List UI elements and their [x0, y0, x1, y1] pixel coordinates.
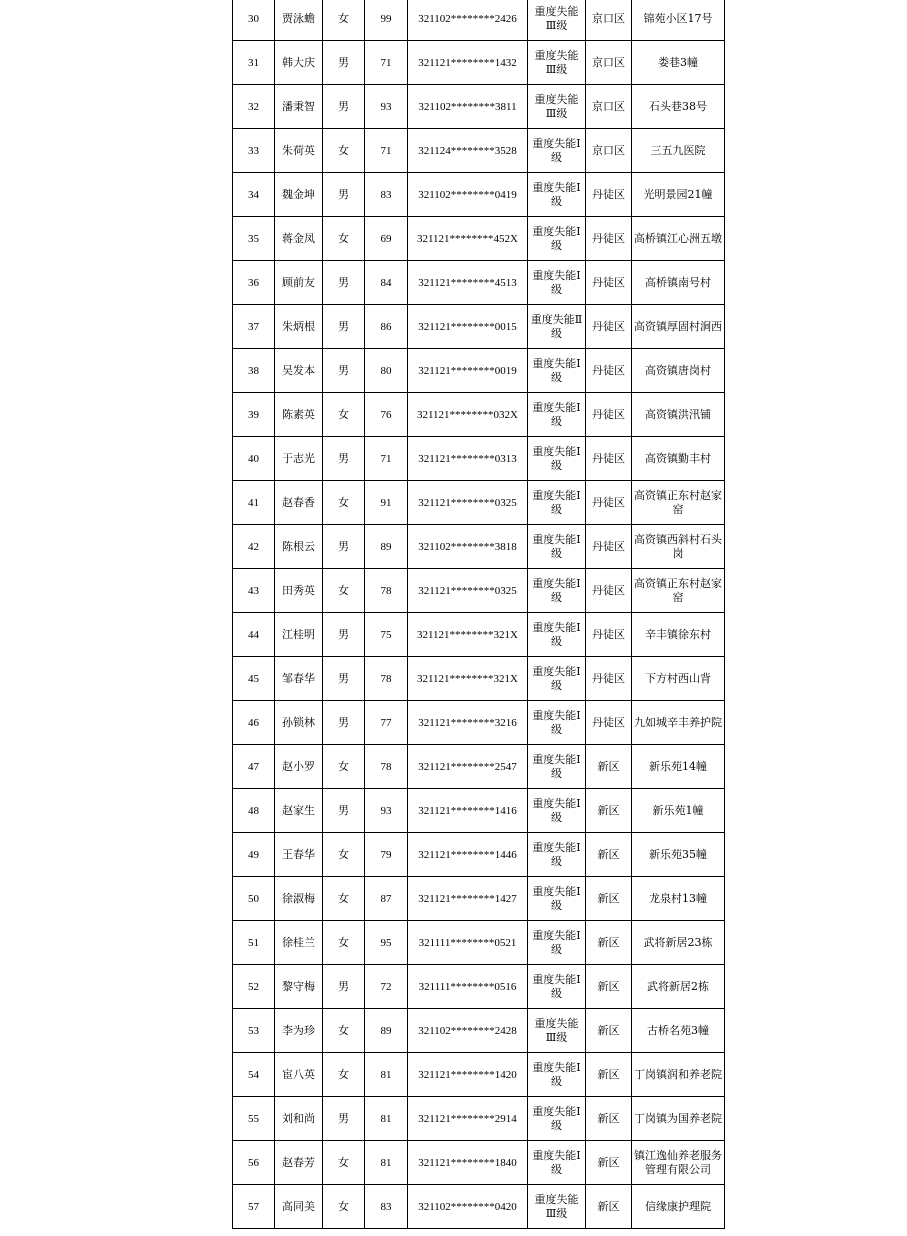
cell-age: 93: [365, 789, 408, 833]
cell-disability-level: 重度失能Ⅰ级: [528, 349, 586, 393]
cell-district: 新区: [586, 833, 632, 877]
table-row: [233, 701, 725, 745]
cell-address: 娄巷3幢: [632, 41, 725, 85]
cell-age: 81: [365, 1097, 408, 1141]
record-table-body: [233, 0, 725, 1229]
table-row: [233, 1141, 725, 1185]
cell-name: 宦八英: [275, 1053, 323, 1097]
cell-gender: 男: [323, 1097, 365, 1141]
cell-district: 京口区: [586, 85, 632, 129]
table-row: [233, 1097, 725, 1141]
cell-disability-level: 重度失能Ⅰ级: [528, 525, 586, 569]
cell-address: 高资镇唐岗村: [632, 349, 725, 393]
cell-id-number: 321121********032X: [408, 393, 528, 437]
cell-id-number: 321102********2428: [408, 1009, 528, 1053]
cell-id-number: 321121********452X: [408, 217, 528, 261]
cell-district: 新区: [586, 921, 632, 965]
cell-serial-number: 48: [233, 789, 275, 833]
cell-id-number: 321121********1420: [408, 1053, 528, 1097]
cell-name: 贾泳蟾: [275, 0, 323, 41]
cell-id-number: 321102********3811: [408, 85, 528, 129]
cell-district: 新区: [586, 789, 632, 833]
cell-serial-number: 40: [233, 437, 275, 481]
cell-name: 徐桂兰: [275, 921, 323, 965]
cell-district: 新区: [586, 1141, 632, 1185]
cell-gender: 女: [323, 129, 365, 173]
cell-name: 朱炳根: [275, 305, 323, 349]
cell-age: 89: [365, 525, 408, 569]
cell-disability-level: 重度失能Ⅰ级: [528, 613, 586, 657]
cell-gender: 男: [323, 789, 365, 833]
cell-address: 高资镇西斜村石头岗: [632, 525, 725, 569]
cell-id-number: 321102********3818: [408, 525, 528, 569]
table-row: [233, 877, 725, 921]
table-row: [233, 41, 725, 85]
cell-id-number: 321124********3528: [408, 129, 528, 173]
record-table-container: [232, 0, 725, 1229]
cell-age: 76: [365, 393, 408, 437]
cell-serial-number: 44: [233, 613, 275, 657]
cell-disability-level: 重度失能Ⅰ级: [528, 393, 586, 437]
cell-district: 新区: [586, 877, 632, 921]
cell-district: 丹徒区: [586, 525, 632, 569]
cell-serial-number: 47: [233, 745, 275, 789]
cell-serial-number: 37: [233, 305, 275, 349]
cell-age: 99: [365, 0, 408, 41]
cell-age: 81: [365, 1053, 408, 1097]
cell-disability-level: 重度失能Ⅰ级: [528, 217, 586, 261]
cell-serial-number: 34: [233, 173, 275, 217]
cell-age: 91: [365, 481, 408, 525]
cell-name: 吴发本: [275, 349, 323, 393]
cell-id-number: 321102********0419: [408, 173, 528, 217]
cell-gender: 女: [323, 1185, 365, 1229]
cell-age: 84: [365, 261, 408, 305]
cell-serial-number: 50: [233, 877, 275, 921]
cell-serial-number: 49: [233, 833, 275, 877]
cell-age: 86: [365, 305, 408, 349]
cell-gender: 女: [323, 833, 365, 877]
cell-age: 78: [365, 569, 408, 613]
cell-serial-number: 56: [233, 1141, 275, 1185]
cell-gender: 男: [323, 85, 365, 129]
cell-address: 信缘康护理院: [632, 1185, 725, 1229]
cell-id-number: 321121********321X: [408, 613, 528, 657]
cell-disability-level: 重度失能Ⅲ级: [528, 1009, 586, 1053]
cell-serial-number: 30: [233, 0, 275, 41]
cell-district: 新区: [586, 1185, 632, 1229]
cell-name: 赵家生: [275, 789, 323, 833]
cell-age: 79: [365, 833, 408, 877]
cell-district: 丹徒区: [586, 481, 632, 525]
cell-gender: 女: [323, 921, 365, 965]
cell-address: 石头巷38号: [632, 85, 725, 129]
cell-id-number: 321121********0019: [408, 349, 528, 393]
cell-name: 于志光: [275, 437, 323, 481]
cell-address: 高资镇洪汛铺: [632, 393, 725, 437]
cell-gender: 女: [323, 1141, 365, 1185]
cell-id-number: 321121********0325: [408, 481, 528, 525]
cell-age: 89: [365, 1009, 408, 1053]
cell-serial-number: 45: [233, 657, 275, 701]
cell-address: 镇江逸仙养老服务管理有限公司: [632, 1141, 725, 1185]
cell-district: 丹徒区: [586, 349, 632, 393]
cell-name: 蒋金凤: [275, 217, 323, 261]
cell-address: 古桥名苑3幢: [632, 1009, 725, 1053]
cell-district: 丹徒区: [586, 437, 632, 481]
cell-age: 87: [365, 877, 408, 921]
cell-address: 高资镇厚固村涧西: [632, 305, 725, 349]
cell-district: 丹徒区: [586, 217, 632, 261]
table-row: [233, 305, 725, 349]
table-row: [233, 481, 725, 525]
cell-id-number: 321111********0521: [408, 921, 528, 965]
table-row: [233, 833, 725, 877]
cell-gender: 男: [323, 613, 365, 657]
cell-gender: 女: [323, 0, 365, 41]
cell-district: 丹徒区: [586, 657, 632, 701]
cell-age: 78: [365, 657, 408, 701]
cell-address: 武将新居23栋: [632, 921, 725, 965]
cell-age: 71: [365, 437, 408, 481]
cell-age: 83: [365, 1185, 408, 1229]
cell-gender: 男: [323, 349, 365, 393]
cell-age: 71: [365, 41, 408, 85]
cell-name: 朱荷英: [275, 129, 323, 173]
cell-name: 潘秉智: [275, 85, 323, 129]
cell-disability-level: 重度失能Ⅱ级: [528, 305, 586, 349]
cell-disability-level: 重度失能Ⅰ级: [528, 833, 586, 877]
cell-name: 魏金坤: [275, 173, 323, 217]
cell-name: 高同美: [275, 1185, 323, 1229]
cell-disability-level: 重度失能Ⅰ级: [528, 173, 586, 217]
cell-id-number: 321121********1840: [408, 1141, 528, 1185]
cell-district: 丹徒区: [586, 569, 632, 613]
table-row: [233, 1009, 725, 1053]
cell-disability-level: 重度失能Ⅰ级: [528, 657, 586, 701]
cell-serial-number: 39: [233, 393, 275, 437]
cell-age: 81: [365, 1141, 408, 1185]
cell-age: 83: [365, 173, 408, 217]
table-row: [233, 921, 725, 965]
cell-address: 新乐苑1幢: [632, 789, 725, 833]
cell-age: 72: [365, 965, 408, 1009]
cell-name: 徐淑梅: [275, 877, 323, 921]
cell-disability-level: 重度失能Ⅰ级: [528, 965, 586, 1009]
cell-address: 高桥镇江心洲五墩: [632, 217, 725, 261]
table-row: [233, 1053, 725, 1097]
cell-name: 江桂明: [275, 613, 323, 657]
cell-district: 丹徒区: [586, 261, 632, 305]
cell-name: 邹春华: [275, 657, 323, 701]
cell-address: 武将新居2栋: [632, 965, 725, 1009]
cell-age: 71: [365, 129, 408, 173]
cell-id-number: 321121********1432: [408, 41, 528, 85]
cell-disability-level: 重度失能Ⅲ级: [528, 41, 586, 85]
cell-address: 光明景园21幢: [632, 173, 725, 217]
cell-gender: 女: [323, 1009, 365, 1053]
cell-district: 新区: [586, 1097, 632, 1141]
cell-id-number: 321111********0516: [408, 965, 528, 1009]
table-row: [233, 613, 725, 657]
cell-id-number: 321121********321X: [408, 657, 528, 701]
cell-address: 下方村西山背: [632, 657, 725, 701]
cell-disability-level: 重度失能Ⅲ级: [528, 85, 586, 129]
table-row: [233, 173, 725, 217]
cell-id-number: 321102********0420: [408, 1185, 528, 1229]
cell-address: 高资镇正东村赵家窑: [632, 481, 725, 525]
cell-gender: 女: [323, 393, 365, 437]
cell-district: 京口区: [586, 41, 632, 85]
cell-district: 新区: [586, 1009, 632, 1053]
cell-gender: 女: [323, 1053, 365, 1097]
cell-disability-level: 重度失能Ⅰ级: [528, 1053, 586, 1097]
cell-age: 95: [365, 921, 408, 965]
cell-age: 75: [365, 613, 408, 657]
cell-address: 新乐苑14幢: [632, 745, 725, 789]
cell-serial-number: 41: [233, 481, 275, 525]
cell-address: 九如城辛丰养护院: [632, 701, 725, 745]
table-row: [233, 349, 725, 393]
cell-serial-number: 51: [233, 921, 275, 965]
cell-gender: 男: [323, 525, 365, 569]
table-row: [233, 789, 725, 833]
cell-disability-level: 重度失能Ⅰ级: [528, 745, 586, 789]
cell-serial-number: 33: [233, 129, 275, 173]
cell-name: 韩大庆: [275, 41, 323, 85]
table-row: [233, 657, 725, 701]
cell-disability-level: 重度失能Ⅰ级: [528, 1141, 586, 1185]
cell-district: 丹徒区: [586, 701, 632, 745]
table-row: [233, 965, 725, 1009]
cell-serial-number: 32: [233, 85, 275, 129]
cell-age: 69: [365, 217, 408, 261]
cell-district: 丹徒区: [586, 613, 632, 657]
cell-disability-level: 重度失能Ⅰ级: [528, 129, 586, 173]
cell-district: 丹徒区: [586, 305, 632, 349]
cell-disability-level: 重度失能Ⅰ级: [528, 437, 586, 481]
cell-age: 77: [365, 701, 408, 745]
cell-name: 赵春芳: [275, 1141, 323, 1185]
cell-address: 锦苑小区17号: [632, 0, 725, 41]
cell-name: 陈根云: [275, 525, 323, 569]
table-row: [233, 85, 725, 129]
cell-name: 李为珍: [275, 1009, 323, 1053]
cell-age: 80: [365, 349, 408, 393]
cell-name: 黎守梅: [275, 965, 323, 1009]
cell-address: 高桥镇南号村: [632, 261, 725, 305]
cell-id-number: 321121********2547: [408, 745, 528, 789]
cell-serial-number: 46: [233, 701, 275, 745]
cell-district: 京口区: [586, 0, 632, 41]
cell-serial-number: 43: [233, 569, 275, 613]
cell-district: 京口区: [586, 129, 632, 173]
cell-serial-number: 42: [233, 525, 275, 569]
cell-address: 龙泉村13幢: [632, 877, 725, 921]
cell-id-number: 321102********2426: [408, 0, 528, 41]
cell-id-number: 321121********1416: [408, 789, 528, 833]
cell-id-number: 321121********0015: [408, 305, 528, 349]
cell-disability-level: 重度失能Ⅲ级: [528, 0, 586, 41]
cell-address: 高资镇正东村赵家窑: [632, 569, 725, 613]
cell-age: 93: [365, 85, 408, 129]
cell-serial-number: 36: [233, 261, 275, 305]
cell-age: 78: [365, 745, 408, 789]
cell-serial-number: 55: [233, 1097, 275, 1141]
cell-disability-level: 重度失能Ⅰ级: [528, 481, 586, 525]
cell-name: 田秀英: [275, 569, 323, 613]
table-row: [233, 569, 725, 613]
cell-gender: 男: [323, 437, 365, 481]
table-row: [233, 525, 725, 569]
cell-gender: 男: [323, 261, 365, 305]
cell-name: 顾前友: [275, 261, 323, 305]
cell-serial-number: 35: [233, 217, 275, 261]
cell-id-number: 321121********1446: [408, 833, 528, 877]
cell-disability-level: 重度失能Ⅰ级: [528, 877, 586, 921]
cell-address: 丁岗镇润和养老院: [632, 1053, 725, 1097]
cell-serial-number: 52: [233, 965, 275, 1009]
record-table: [232, 0, 725, 1229]
table-row: [233, 745, 725, 789]
cell-district: 新区: [586, 965, 632, 1009]
table-row: [233, 1185, 725, 1229]
cell-serial-number: 57: [233, 1185, 275, 1229]
table-row: [233, 393, 725, 437]
cell-id-number: 321121********4513: [408, 261, 528, 305]
table-row: [233, 261, 725, 305]
cell-name: 陈素英: [275, 393, 323, 437]
cell-name: 孙锁林: [275, 701, 323, 745]
cell-disability-level: 重度失能Ⅰ级: [528, 569, 586, 613]
cell-address: 三五九医院: [632, 129, 725, 173]
table-row: [233, 0, 725, 41]
cell-name: 赵春香: [275, 481, 323, 525]
cell-serial-number: 54: [233, 1053, 275, 1097]
cell-name: 赵小罗: [275, 745, 323, 789]
cell-district: 丹徒区: [586, 393, 632, 437]
cell-serial-number: 31: [233, 41, 275, 85]
cell-address: 新乐苑35幢: [632, 833, 725, 877]
cell-gender: 女: [323, 877, 365, 921]
table-row: [233, 129, 725, 173]
cell-disability-level: 重度失能Ⅰ级: [528, 701, 586, 745]
cell-gender: 女: [323, 569, 365, 613]
cell-name: 王春华: [275, 833, 323, 877]
cell-gender: 男: [323, 701, 365, 745]
cell-disability-level: 重度失能Ⅰ级: [528, 789, 586, 833]
cell-address: 辛丰镇徐东村: [632, 613, 725, 657]
cell-disability-level: 重度失能Ⅰ级: [528, 261, 586, 305]
cell-district: 新区: [586, 1053, 632, 1097]
cell-gender: 女: [323, 217, 365, 261]
table-row: [233, 217, 725, 261]
cell-id-number: 321121********1427: [408, 877, 528, 921]
cell-serial-number: 38: [233, 349, 275, 393]
cell-gender: 男: [323, 305, 365, 349]
cell-gender: 男: [323, 965, 365, 1009]
cell-disability-level: 重度失能Ⅲ级: [528, 1185, 586, 1229]
table-row: [233, 437, 725, 481]
cell-gender: 女: [323, 745, 365, 789]
cell-district: 新区: [586, 745, 632, 789]
cell-name: 刘和尚: [275, 1097, 323, 1141]
cell-gender: 男: [323, 173, 365, 217]
cell-gender: 男: [323, 41, 365, 85]
cell-id-number: 321121********0313: [408, 437, 528, 481]
cell-serial-number: 53: [233, 1009, 275, 1053]
cell-district: 丹徒区: [586, 173, 632, 217]
cell-gender: 男: [323, 657, 365, 701]
cell-id-number: 321121********2914: [408, 1097, 528, 1141]
cell-address: 丁岗镇为国养老院: [632, 1097, 725, 1141]
cell-gender: 女: [323, 481, 365, 525]
cell-id-number: 321121********0325: [408, 569, 528, 613]
cell-disability-level: 重度失能Ⅰ级: [528, 921, 586, 965]
cell-id-number: 321121********3216: [408, 701, 528, 745]
cell-address: 高资镇勤丰村: [632, 437, 725, 481]
cell-disability-level: 重度失能Ⅰ级: [528, 1097, 586, 1141]
